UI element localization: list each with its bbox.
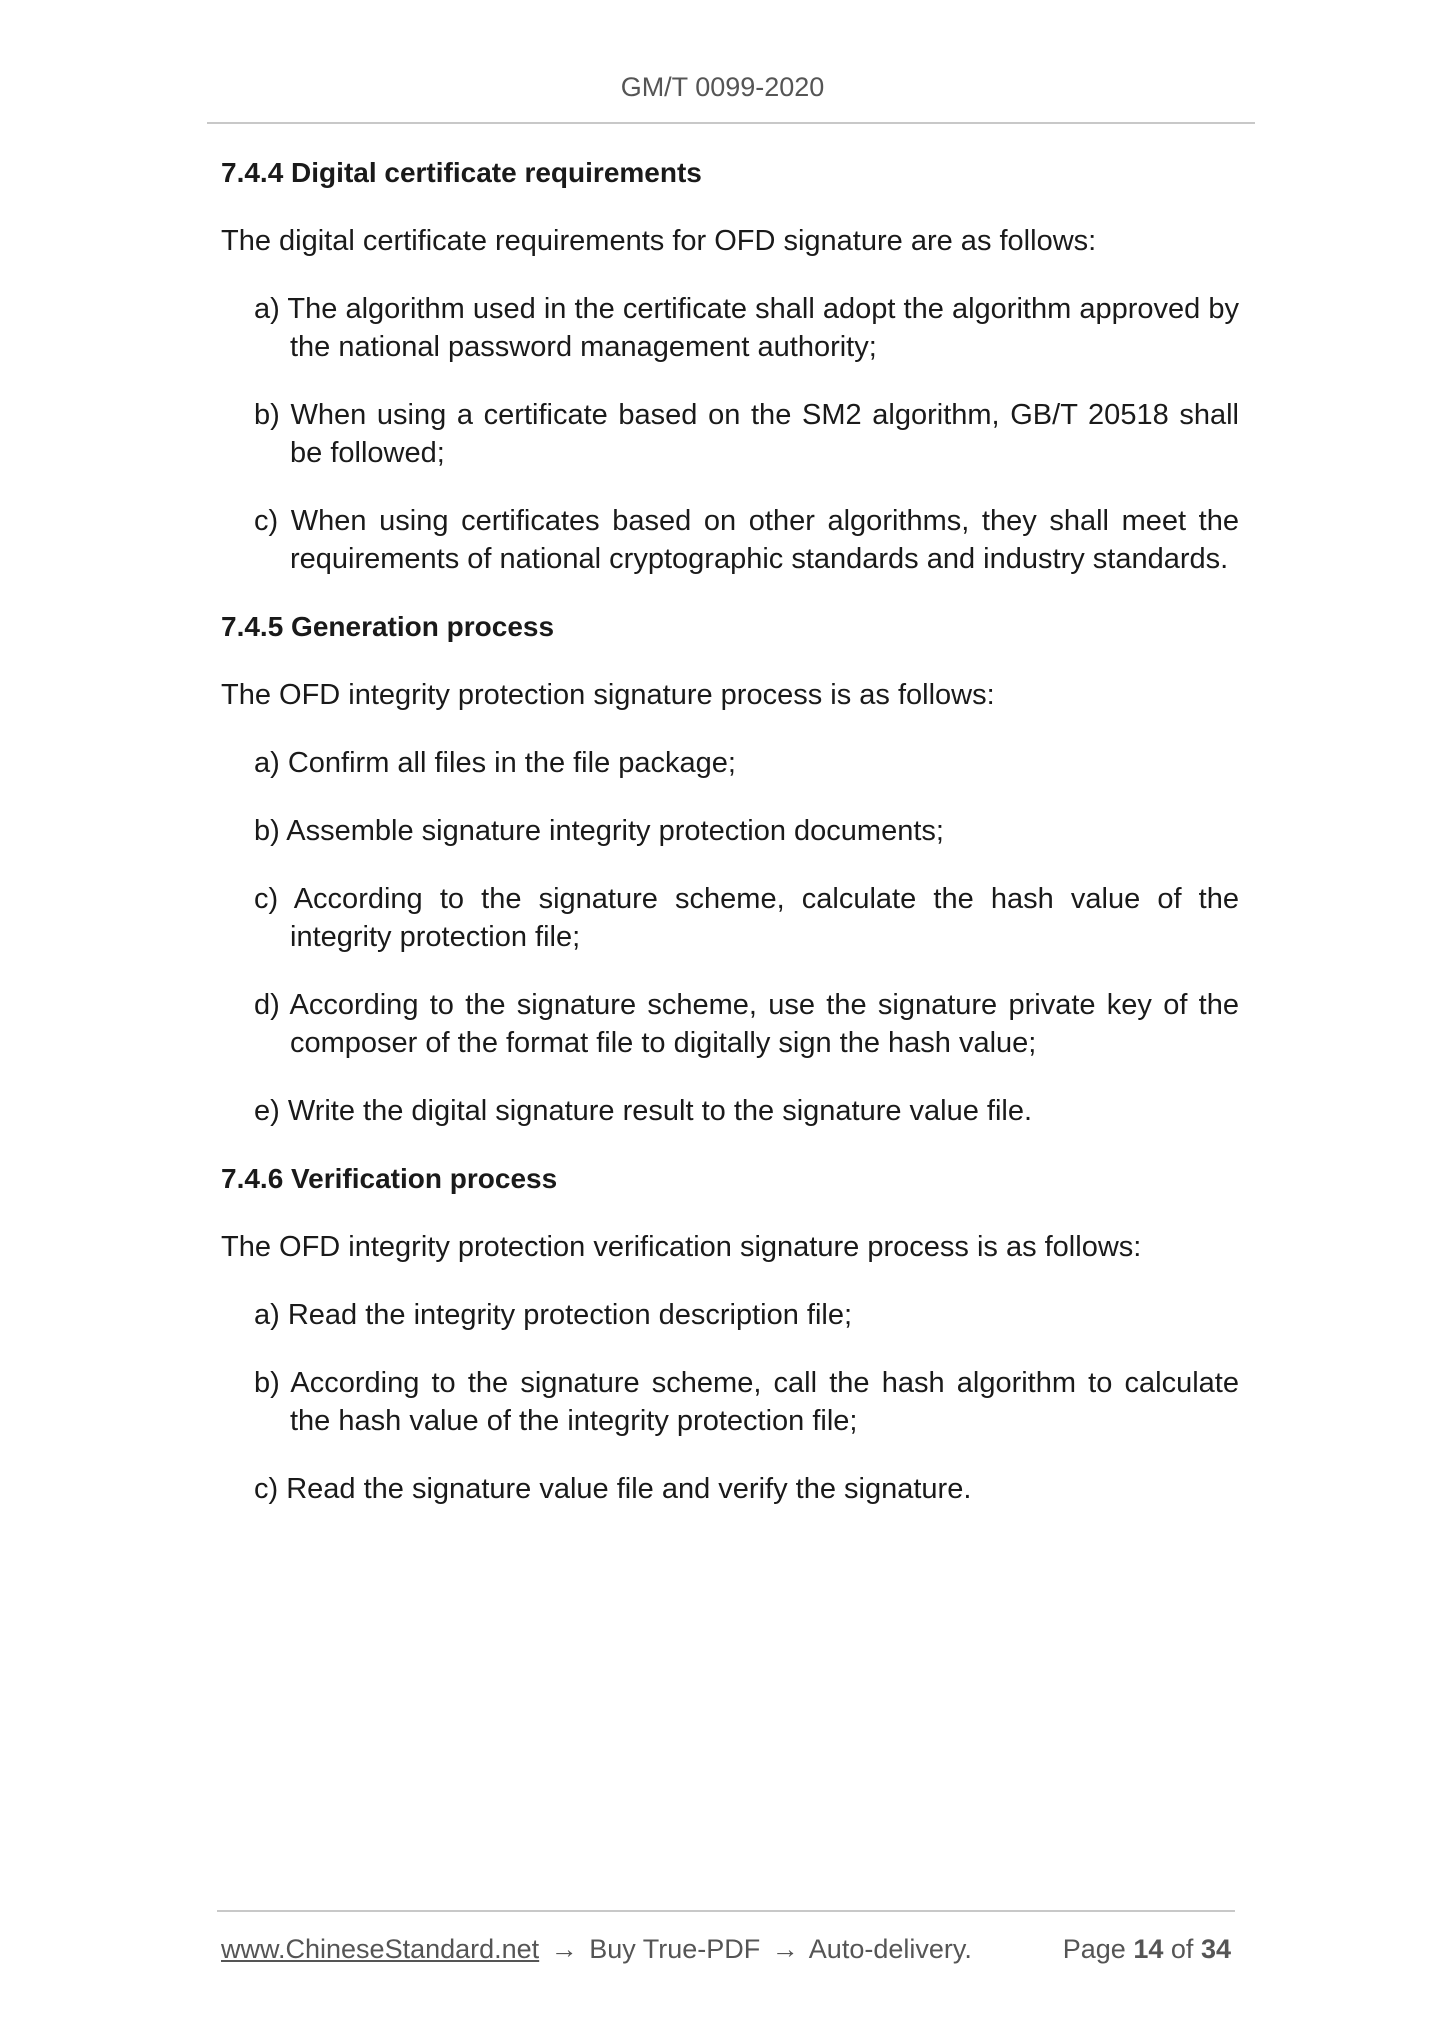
list-item-text: When using certificates based on other algorithms, they shall meet the requirements of national cryptographic standards and industry standards.: [290, 505, 1239, 575]
list-item: [254, 744, 1239, 782]
list-item-text: Assemble signature integrity protection documents;: [286, 815, 944, 847]
buy-text: Buy True-PDF: [589, 1934, 761, 1964]
section-heading: 7.4.4 Digital certificate requirements: [221, 157, 702, 188]
current-page-number: 14: [1133, 1934, 1164, 1964]
section-7-4-6: [221, 1160, 1239, 1508]
of-label: of: [1170, 1934, 1194, 1964]
section-7-4-5: [221, 608, 1239, 1130]
list-marker: b): [254, 399, 280, 431]
process-step-list: [221, 1296, 1239, 1508]
list-item: [254, 396, 1239, 472]
section-7-4-4: [221, 154, 1239, 578]
list-item: [254, 502, 1239, 578]
right-arrow-icon: →: [771, 1934, 799, 1964]
footer-divider: [217, 1910, 1235, 1912]
list-marker: a): [254, 747, 280, 779]
list-marker: b): [254, 815, 280, 847]
list-marker: c): [254, 1473, 279, 1505]
list-marker: c): [254, 883, 279, 915]
list-item: [254, 880, 1239, 956]
list-item: [254, 290, 1239, 366]
list-item: [254, 1470, 1239, 1508]
list-item: [254, 812, 1239, 850]
footer-promo: [221, 1934, 972, 1965]
section-intro: The digital certificate requirements for OFD signature are as follows:: [221, 225, 1097, 257]
list-item-text: Confirm all files in the file package;: [287, 747, 736, 779]
page-indicator: [1063, 1934, 1231, 1965]
page-label: Page: [1062, 1934, 1126, 1964]
header-divider: [207, 122, 1255, 124]
right-arrow-icon: →: [550, 1934, 578, 1964]
list-marker: a): [254, 1299, 280, 1331]
total-page-count: 34: [1200, 1934, 1231, 1964]
list-item-text: The algorithm used in the certificate shall adopt the algorithm approved by the national password management authority;: [287, 293, 1239, 363]
website-link[interactable]: www.ChineseStandard.net: [221, 1934, 540, 1964]
list-marker: d): [254, 989, 280, 1021]
delivery-text: Auto-delivery.: [808, 1934, 972, 1964]
list-item: [254, 1296, 1239, 1334]
list-item-text: Write the digital signature result to the signature value file.: [287, 1095, 1033, 1127]
requirement-list: [221, 290, 1239, 578]
list-item-text: According to the signature scheme, calculate the hash value of the integrity protection file;: [290, 883, 1239, 953]
list-marker: e): [254, 1095, 280, 1127]
page-content: [221, 154, 1239, 1538]
list-marker: c): [254, 505, 279, 537]
list-marker: b): [254, 1367, 280, 1399]
section-heading: 7.4.5 Generation process: [221, 611, 555, 642]
list-item-text: Read the integrity protection description file;: [287, 1299, 853, 1331]
section-intro: The OFD integrity protection verification signature process is as follows:: [221, 1231, 1142, 1263]
list-marker: a): [254, 293, 280, 325]
list-item-text: According to the signature scheme, call the hash algorithm to calculate the hash value of the integrity protection file;: [290, 1367, 1239, 1437]
list-item-text: Read the signature value file and verify the signature.: [286, 1473, 972, 1505]
section-heading: 7.4.6 Verification process: [221, 1163, 558, 1194]
process-step-list: [221, 744, 1239, 1130]
list-item: [254, 1092, 1239, 1130]
list-item: [254, 1364, 1239, 1440]
document-code-header: GM/T 0099-2020: [620, 72, 825, 102]
list-item-text: According to the signature scheme, use the signature private key of the composer of the format file to digitally sign the hash value;: [289, 989, 1239, 1059]
list-item-text: When using a certificate based on the SM2 algorithm, GB/T 20518 shall be followed;: [290, 399, 1240, 469]
list-item: [254, 986, 1239, 1062]
section-intro: The OFD integrity protection signature process is as follows:: [221, 679, 995, 711]
